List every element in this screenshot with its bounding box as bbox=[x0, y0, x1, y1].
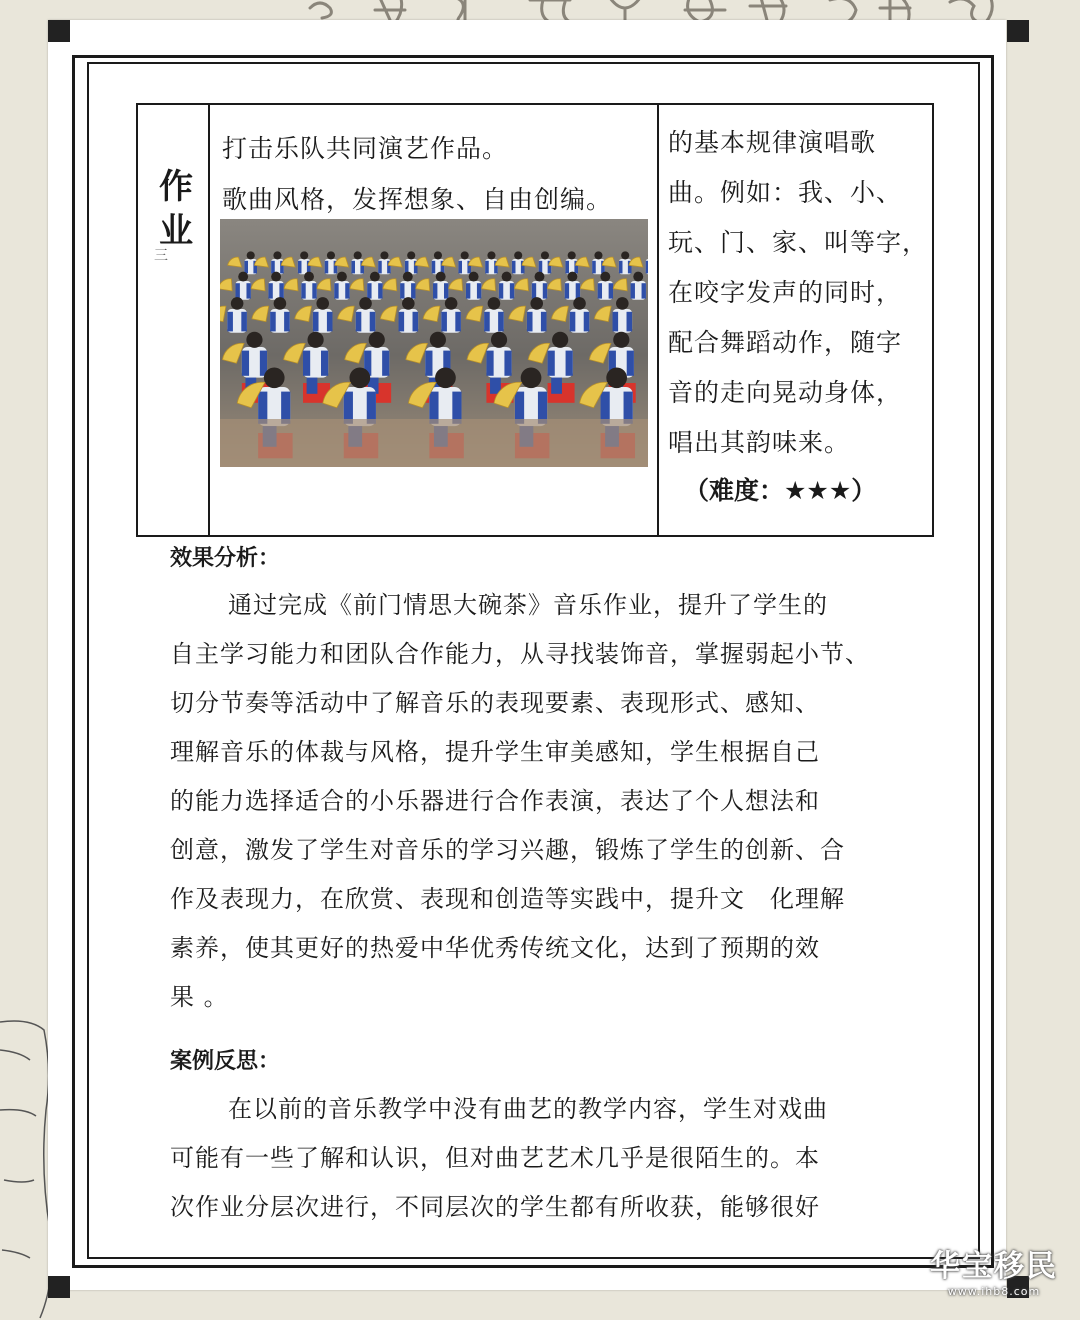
corner-mark-bottom-left bbox=[48, 1276, 70, 1298]
instruction-line: 配合舞蹈动作，随字 bbox=[668, 328, 903, 357]
assignment-label-cell bbox=[138, 105, 208, 535]
paragraph-line: 素养，使其更好的热爱中华优秀传统文化，达到了预期的效 bbox=[170, 934, 820, 962]
difficulty-rating: （难度：★★★） bbox=[684, 476, 877, 505]
corner-mark-top-right bbox=[1007, 20, 1029, 42]
instruction-line: 的基本规律演唱歌 bbox=[668, 128, 877, 157]
instruction-line: 在咬字发声的同时， bbox=[668, 278, 903, 307]
instruction-line: 音的走向晃动身体， bbox=[668, 378, 903, 407]
description-line: 歌曲风格，发挥想象、自由创编。 bbox=[222, 185, 613, 214]
case-reflection-heading: 案例反思： bbox=[170, 1049, 281, 1074]
corner-mark-top-left bbox=[48, 20, 70, 42]
paragraph-line: 在以前的音乐教学中没有曲艺的教学内容，学生对戏曲 bbox=[228, 1095, 828, 1123]
paragraph-line: 可能有一些了解和认识，但对曲艺艺术几乎是很陌生的。本 bbox=[170, 1144, 820, 1172]
paragraph-line: 的能力选择适合的小乐器进行合作表演，表达了个人想法和 bbox=[170, 787, 820, 815]
paragraph-line: 切分节奏等活动中了解音乐的表现要素、表现形式、感知、 bbox=[170, 689, 820, 717]
table-divider-left bbox=[208, 105, 210, 535]
instruction-line: 曲。例如：我、小、 bbox=[668, 178, 903, 207]
assignment-label-sub: 三 bbox=[154, 248, 168, 264]
case-reflection-paragraph bbox=[170, 1085, 900, 1232]
paragraph-line: 作及表现力，在欣赏、表现和创造等实践中，提升文 化理解 bbox=[170, 885, 845, 913]
instruction-line: 唱出其韵味来。 bbox=[668, 428, 851, 457]
assignment-table bbox=[136, 103, 934, 537]
assignment-label: 作业 bbox=[159, 167, 193, 251]
effect-analysis-paragraph bbox=[170, 581, 900, 1022]
paragraph-line: 通过完成《前门情思大碗茶》音乐作业，提升了学生的 bbox=[228, 591, 828, 619]
paragraph-line: 创意，激发了学生对音乐的学习兴趣，锻炼了学生的创新、合 bbox=[170, 836, 845, 864]
paragraph-line: 次作业分层次进行，不同层次的学生都有所收获，能够很好 bbox=[170, 1193, 820, 1221]
singing-instructions bbox=[668, 118, 930, 468]
paragraph-line: 自主学习能力和团队合作能力，从寻找装饰音，掌握弱起小节、 bbox=[170, 640, 870, 668]
paragraph-line: 理解音乐的体裁与风格，提升学生审美感知，学生根据自己 bbox=[170, 738, 820, 766]
effect-analysis-heading: 效果分析： bbox=[170, 546, 281, 571]
watermark-url: www.ihb8.com bbox=[947, 1285, 1041, 1298]
site-watermark bbox=[930, 1241, 1058, 1298]
assignment-description bbox=[222, 123, 662, 225]
paragraph-line: 果 。 bbox=[170, 983, 229, 1011]
description-line: 打击乐队共同演艺作品。 bbox=[222, 134, 509, 163]
watermark-logo-text: 华宝移民 bbox=[930, 1249, 1058, 1284]
instruction-line: 玩、门、家、叫等字， bbox=[668, 228, 929, 257]
students-performance-photo bbox=[220, 219, 648, 467]
